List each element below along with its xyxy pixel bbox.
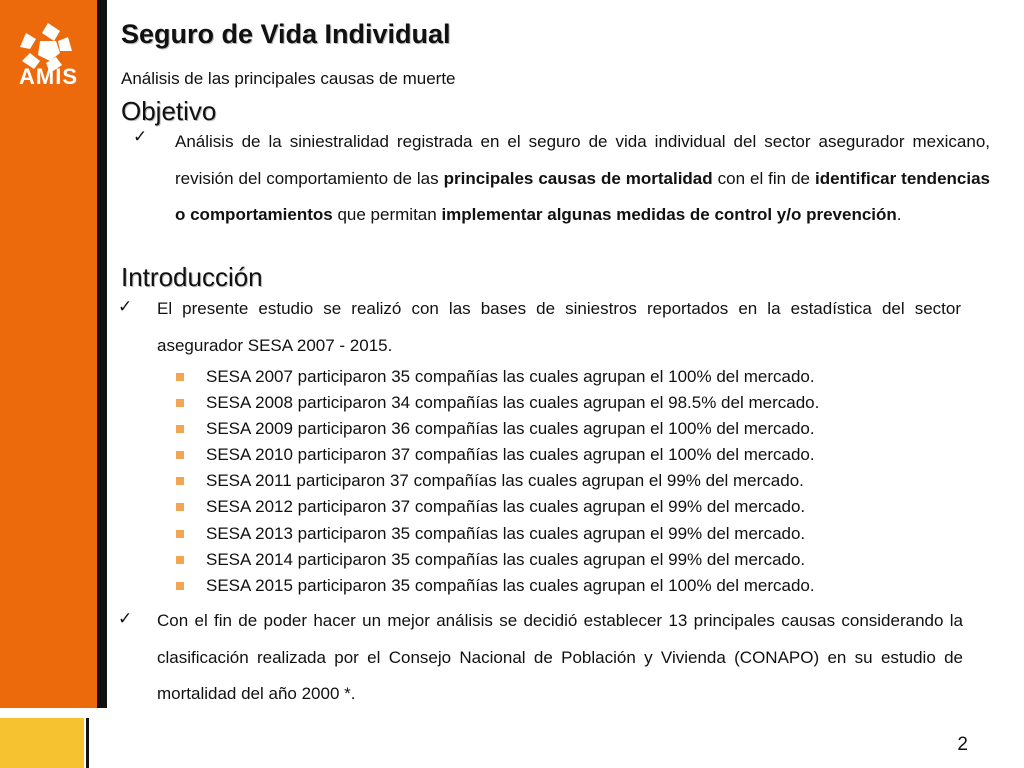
list-item xyxy=(176,573,819,599)
slide-subtitle: Análisis de las principales causas de muerte xyxy=(121,69,456,88)
list-item xyxy=(176,494,819,520)
objetivo-text: . xyxy=(896,205,902,224)
list-item xyxy=(176,416,819,442)
list-item-text: SESA 2009 participaron 36 compañías las cuales agrupan el 100% del mercado. xyxy=(206,419,815,439)
checkmark-icon: ✓ xyxy=(133,127,148,146)
objetivo-bold-text: principales causas de mortalidad xyxy=(443,168,713,188)
list-item-text: SESA 2012 participaron 37 compañías las cuales agrupan el 99% del mercado. xyxy=(206,497,806,517)
list-item xyxy=(176,364,819,390)
list-item xyxy=(176,547,819,573)
list-item-text: SESA 2007 participaron 35 compañías las cuales agrupan el 100% del mercado. xyxy=(206,367,815,386)
square-bullet-icon xyxy=(176,582,184,590)
slide-title: Seguro de Vida Individual xyxy=(121,19,451,49)
introduccion-heading: Introducción xyxy=(121,262,263,292)
list-item-text: SESA 2013 participaron 35 compañías las cuales agrupan el 99% del mercado. xyxy=(206,523,806,543)
objetivo-bold-text: identificar tendencias o comportamientos xyxy=(175,168,990,224)
orange-sidebar xyxy=(0,0,97,708)
page-number: 2 xyxy=(957,734,968,755)
square-bullet-icon xyxy=(176,373,184,381)
objetivo-paragraph xyxy=(175,124,990,234)
sidebar-divider xyxy=(97,0,107,708)
square-bullet-icon xyxy=(176,399,184,407)
square-bullet-icon xyxy=(176,530,184,538)
list-item xyxy=(176,468,819,494)
list-item xyxy=(176,521,819,547)
sesa-bullet-list xyxy=(176,364,819,599)
footer-divider xyxy=(86,718,89,768)
objetivo-heading: Objetivo xyxy=(121,96,217,126)
list-item-text: SESA 2010 participaron 37 compañías las cuales agrupan el 100% del mercado. xyxy=(206,445,815,465)
objetivo-text: con el fin de xyxy=(712,168,815,188)
list-item-text: SESA 2015 participaron 35 compañías las cuales agrupan el 100% del mercado. xyxy=(206,575,815,595)
list-item xyxy=(176,390,819,416)
list-item xyxy=(176,442,819,468)
introduccion-paragraph-2: Con el fin de poder hacer un mejor análisis se decidió establecer 13 principales causas considerando la clasificación realizada por el Consejo Nacional de Población y Vivienda (CONAPO) en su estudio de mortalidad del año 2000 *. xyxy=(157,611,963,703)
introduccion-paragraph-1: El presente estudio se realizó con las bases de siniestros reportados en la estadística del sector asegurador SESA 2007 - 2015. xyxy=(157,299,961,355)
square-bullet-icon xyxy=(176,425,184,433)
square-bullet-icon xyxy=(176,503,184,511)
list-item-text: SESA 2011 participaron 37 compañías las cuales agrupan el 99% del mercado. xyxy=(206,471,804,491)
objetivo-text: Análisis de la siniestralidad registrada en el seguro de vida individual del sector asegurador mexicano, revisión del comportamiento de las xyxy=(175,132,990,188)
objetivo-text: que permitan xyxy=(332,205,442,224)
footer-accent-block xyxy=(0,718,84,768)
checkmark-icon: ✓ xyxy=(118,297,133,316)
logo-text: AMIS xyxy=(19,64,78,89)
list-item-text: SESA 2008 participaron 34 compañías las cuales agrupan el 98.5% del mercado. xyxy=(206,393,820,413)
checkmark-icon: ✓ xyxy=(118,609,133,628)
square-bullet-icon xyxy=(176,477,184,485)
square-bullet-icon xyxy=(176,451,184,459)
square-bullet-icon xyxy=(176,556,184,564)
objetivo-bold-text: implementar algunas medidas de control y/o prevención xyxy=(441,205,897,224)
list-item-text: SESA 2014 participaron 35 compañías las cuales agrupan el 99% del mercado. xyxy=(206,549,806,569)
